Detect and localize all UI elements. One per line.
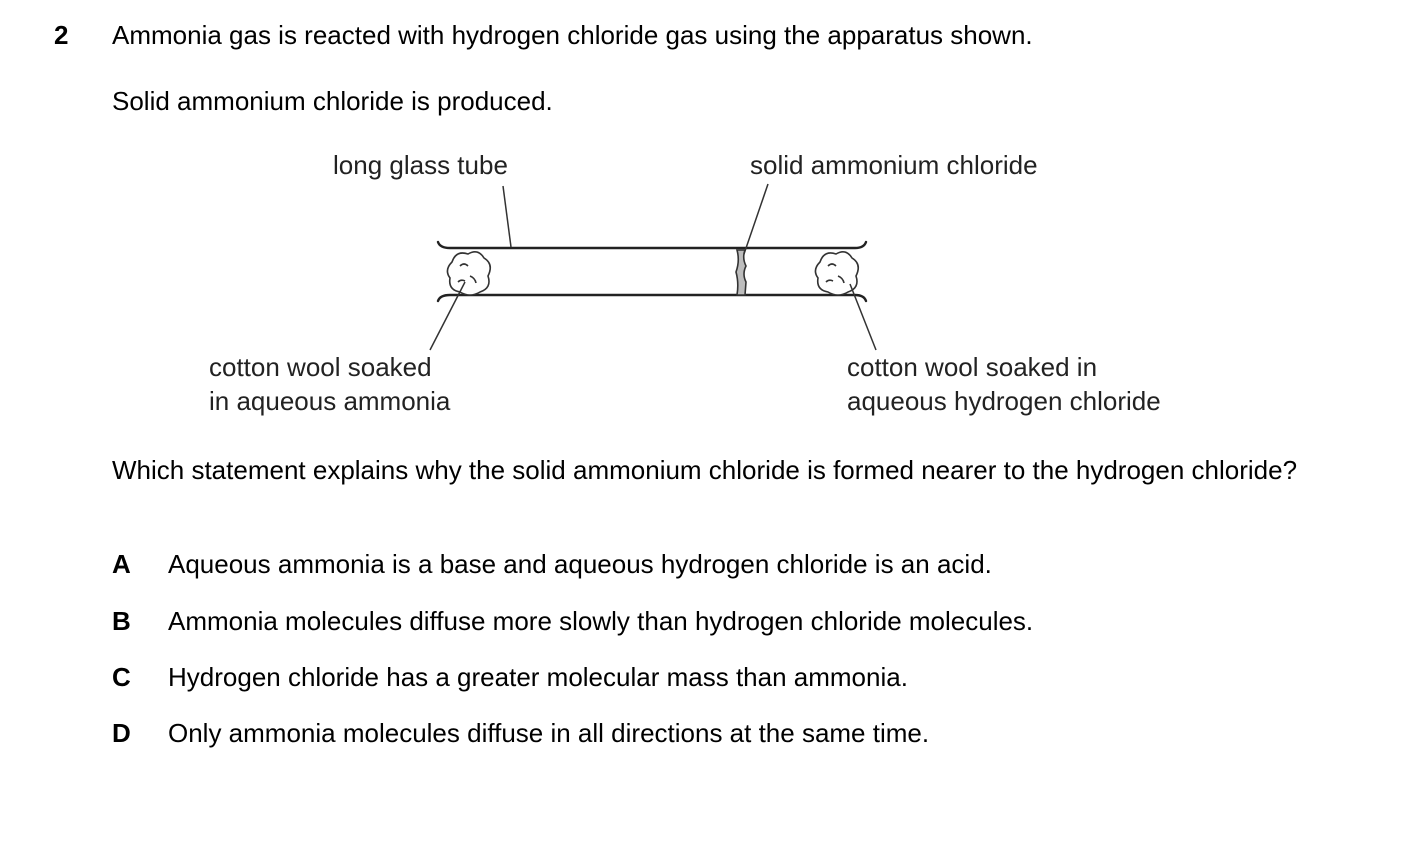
label-solid-ammonium-chloride: solid ammonium chloride — [750, 150, 1038, 180]
intro-line-2: Solid ammonium chloride is produced. — [112, 86, 553, 116]
glass-tube — [438, 242, 866, 301]
question-stem: Which statement explains why the solid ammonium chloride is formed nearer to the hydrogen chloride? — [112, 455, 1298, 485]
label-cotton-wool-ammonia — [209, 350, 450, 418]
option-text: Ammonia molecules diffuse more slowly than hydrogen chloride molecules. — [168, 606, 1034, 636]
option-d[interactable] — [112, 718, 929, 748]
option-letter: C — [112, 662, 131, 692]
leader-lines — [430, 184, 876, 350]
option-letter: B — [112, 606, 131, 636]
option-c[interactable] — [112, 662, 908, 692]
label-right-line-2: aqueous hydrogen chloride — [847, 386, 1161, 416]
option-a[interactable] — [112, 549, 992, 579]
label-left-line-2: in aqueous ammonia — [209, 386, 451, 416]
label-left-line-1: cotton wool soaked — [209, 352, 432, 382]
option-text: Aqueous ammonia is a base and aqueous hydrogen chloride is an acid. — [168, 549, 992, 579]
label-long-glass-tube: long glass tube — [333, 150, 508, 180]
cotton-wool-left — [447, 252, 490, 295]
label-cotton-wool-hydrogen-chloride — [847, 350, 1161, 418]
option-b[interactable] — [112, 606, 1033, 636]
question-number: 2 — [54, 20, 69, 50]
label-right-line-1: cotton wool soaked in — [847, 352, 1098, 382]
option-letter: A — [112, 549, 131, 579]
option-text: Only ammonia molecules diffuse in all directions at the same time. — [168, 718, 930, 748]
intro-line-1: Ammonia gas is reacted with hydrogen chloride gas using the apparatus shown. — [112, 20, 1033, 50]
option-text: Hydrogen chloride has a greater molecular mass than ammonia. — [168, 662, 908, 692]
option-letter: D — [112, 718, 131, 748]
ammonium-chloride-ring — [736, 250, 746, 295]
